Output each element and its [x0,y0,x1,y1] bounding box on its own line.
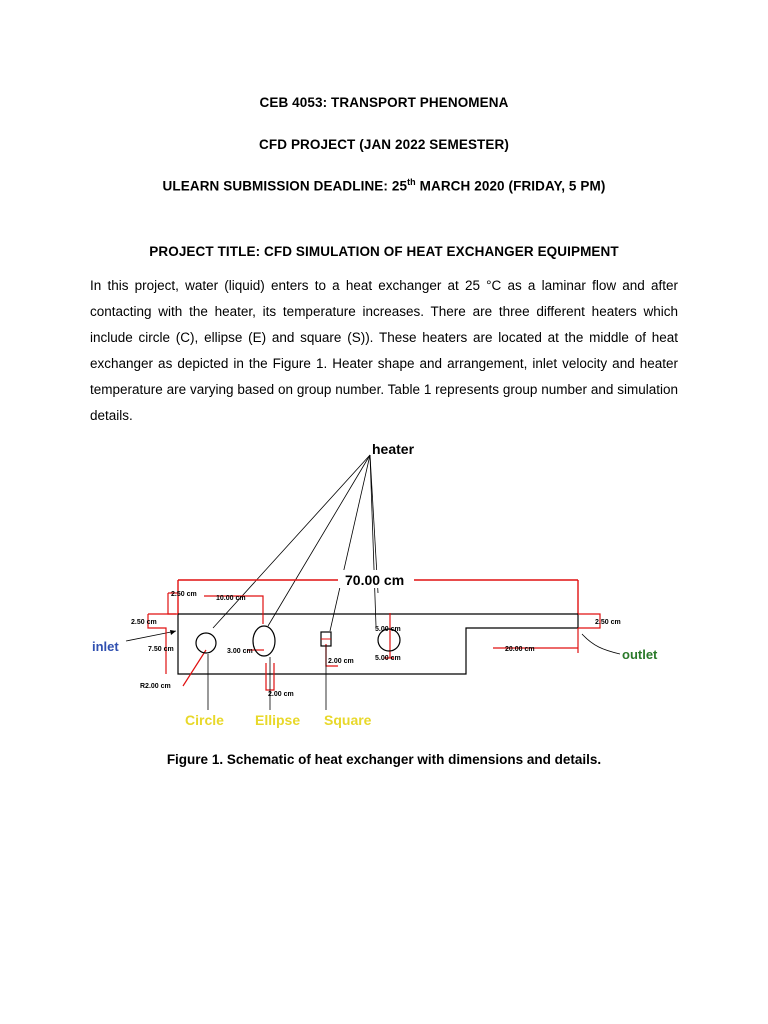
circle-label: Circle [185,712,224,728]
ellipse-heater [253,626,275,656]
project-title: PROJECT TITLE: CFD SIMULATION OF HEAT EXCHANGER EQUIPMENT [149,244,619,259]
shape-leaders [208,647,326,710]
submission-deadline [0,177,768,194]
total-length-label: 70.00 cm [345,572,405,588]
inlet-label: inlet [92,639,119,654]
dim-2-00-square: 2.00 cm [328,658,354,665]
dim-2-50-left: 2.50 cm [131,619,157,626]
deadline-sup: th [407,177,416,187]
heater-leader-lines [213,455,378,631]
dim-2-00-ellipse: 2.00 cm [268,691,294,698]
project-description: In this project, water (liquid) enters to a heat exchanger at 25 °C as a laminar flow and after contacting with the heater, its temperature increases. There are three different heaters which include circle (C), ellipse (E) and square (S)). These heaters are located at the middle of heat exchanger as depicted in the Figure 1. Heater shape and arrangement, inlet velocity and heater temperature are varying based on group number. Table 1 represents group number and simulation details. [90,278,678,423]
deadline-prefix: ULEARN SUBMISSION DEADLINE: 25 [162,178,408,194]
dim-r2-00: R2.00 cm [140,683,171,690]
deadline-suffix: MARCH 2020 (FRIDAY, 5 PM) [415,178,606,194]
ellipse-label: Ellipse [255,712,301,728]
inlet-arrow [126,631,176,641]
dim-5-00-bottom: 5.00 cm [375,655,401,662]
dim-2-50-top: 2.50 cm [171,591,197,598]
outlet-label: outlet [622,647,658,662]
course-title: CEB 4053: TRANSPORT PHENOMENA [259,95,509,110]
figure-caption: Figure 1. Schematic of heat exchanger with dimensions and details. [166,752,602,767]
dim-7-50: 7.50 cm [148,646,174,653]
square-label: Square [324,712,372,728]
project-semester: CFD PROJECT (JAN 2022 SEMESTER) [259,137,509,152]
exchanger-body [178,614,578,674]
heat-exchanger-schematic [88,428,688,738]
dim-20-00: 20.00 cm [505,646,535,653]
dim-2-50-right: 2.50 cm [595,619,621,626]
heater-label: heater [372,441,415,457]
outlet-leader [582,634,620,654]
dim-3-00: 3.00 cm [227,648,253,655]
dim-5-00-top: 5.00 cm [375,626,401,633]
inlet-arrow-head [170,630,176,635]
dim-10-00: 10.00 cm [216,595,246,602]
